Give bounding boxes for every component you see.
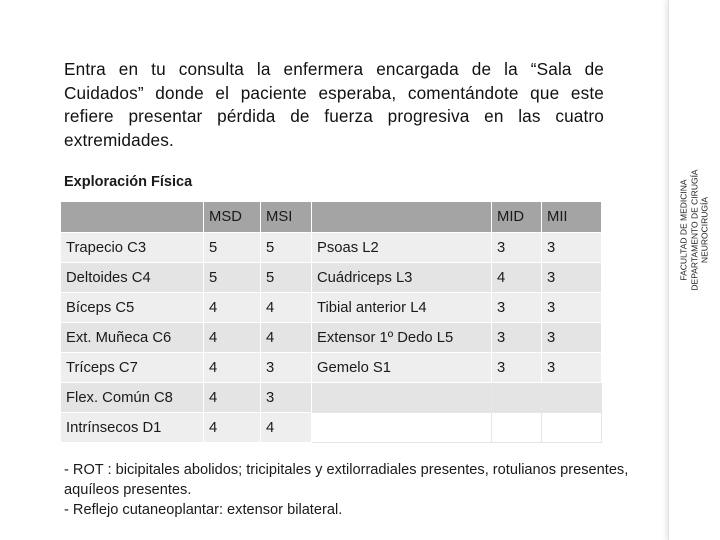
- table-cell: Intrínsecos D1: [61, 413, 204, 443]
- table-cell: 4: [492, 263, 542, 293]
- table-cell-empty: [312, 383, 492, 413]
- table-cell: Flex. Común C8: [61, 383, 204, 413]
- header-cell-mii: MII: [542, 202, 602, 233]
- table-cell: 4: [261, 323, 312, 353]
- table-cell: 5: [261, 263, 312, 293]
- table-row: [61, 293, 602, 323]
- table-row: [61, 323, 602, 353]
- table-row: [61, 263, 602, 293]
- table-cell: 3: [542, 323, 602, 353]
- section-heading: Exploración Física: [64, 174, 193, 190]
- sidebar-line-specialty: NEUROCIRUGÍA: [699, 196, 710, 264]
- table-row: [61, 383, 602, 413]
- note-plantar-reflex: - Reflejo cutaneoplantar: extensor bilateral.: [64, 502, 343, 518]
- sidebar-line-faculty: FACULTAD DE MEDICINA: [678, 179, 689, 281]
- table-cell: Trapecio C3: [61, 233, 204, 263]
- table-cell: 4: [204, 353, 261, 383]
- note-rot: - ROT : bicipitales abolidos; tricipitales y extilorradiales presentes, rotulianos presentes, aquíleos presentes.: [64, 462, 629, 498]
- table-cell: 5: [261, 233, 312, 263]
- table-row: [61, 353, 602, 383]
- table-cell-empty: [492, 383, 542, 413]
- table-cell: Bíceps C5: [61, 293, 204, 323]
- table-row: [61, 413, 602, 443]
- table-cell: 3: [492, 353, 542, 383]
- table-cell: 3: [542, 233, 602, 263]
- table-cell-empty: [542, 383, 602, 413]
- header-cell-lower-muscle: [312, 202, 492, 233]
- case-intro-paragraph: Entra en tu consulta la enfermera encargada de la “Sala de Cuidados” donde el paciente esperaba, comentándote que este refiere presentar pérdida de fuerza progresiva en las cuatro extremidades.: [64, 59, 604, 150]
- table-cell: 3: [492, 233, 542, 263]
- table-cell: 4: [261, 293, 312, 323]
- table-cell: 3: [492, 293, 542, 323]
- table-row: [61, 233, 602, 263]
- table-cell: Cuádriceps L3: [312, 263, 492, 293]
- sidebar-label: [678, 169, 710, 290]
- table-cell: 4: [261, 413, 312, 443]
- table-cell: 3: [542, 293, 602, 323]
- table-cell: 5: [204, 263, 261, 293]
- strength-exam-table: [60, 201, 602, 443]
- table-cell-empty: [542, 413, 602, 443]
- table-cell: 3: [261, 383, 312, 413]
- table-cell: Tibial anterior L4: [312, 293, 492, 323]
- table-cell: 4: [204, 293, 261, 323]
- table-cell: Deltoides C4: [61, 263, 204, 293]
- header-cell-upper-muscle: [61, 202, 204, 233]
- table-cell: 3: [542, 263, 602, 293]
- sidebar-line-department: DEPARTAMENTO DE CIRUGÍA: [688, 169, 699, 291]
- table-cell: 3: [261, 353, 312, 383]
- table-cell: 4: [204, 323, 261, 353]
- table-cell: Ext. Muñeca C6: [61, 323, 204, 353]
- table-cell: 3: [492, 323, 542, 353]
- header-cell-msd: MSD: [204, 202, 261, 233]
- table-cell: Psoas L2: [312, 233, 492, 263]
- table-cell: Tríceps C7: [61, 353, 204, 383]
- header-cell-msi: MSI: [261, 202, 312, 233]
- table-cell: 4: [204, 413, 261, 443]
- table-cell: 4: [204, 383, 261, 413]
- table-cell-empty: [492, 413, 542, 443]
- reflex-notes: [64, 460, 644, 520]
- table-cell-empty: [312, 413, 492, 443]
- table-header-row: [61, 202, 602, 233]
- header-cell-mid: MID: [492, 202, 542, 233]
- table-cell: Gemelo S1: [312, 353, 492, 383]
- table-cell: Extensor 1º Dedo L5: [312, 323, 492, 353]
- table-cell: 3: [542, 353, 602, 383]
- table-cell: 5: [204, 233, 261, 263]
